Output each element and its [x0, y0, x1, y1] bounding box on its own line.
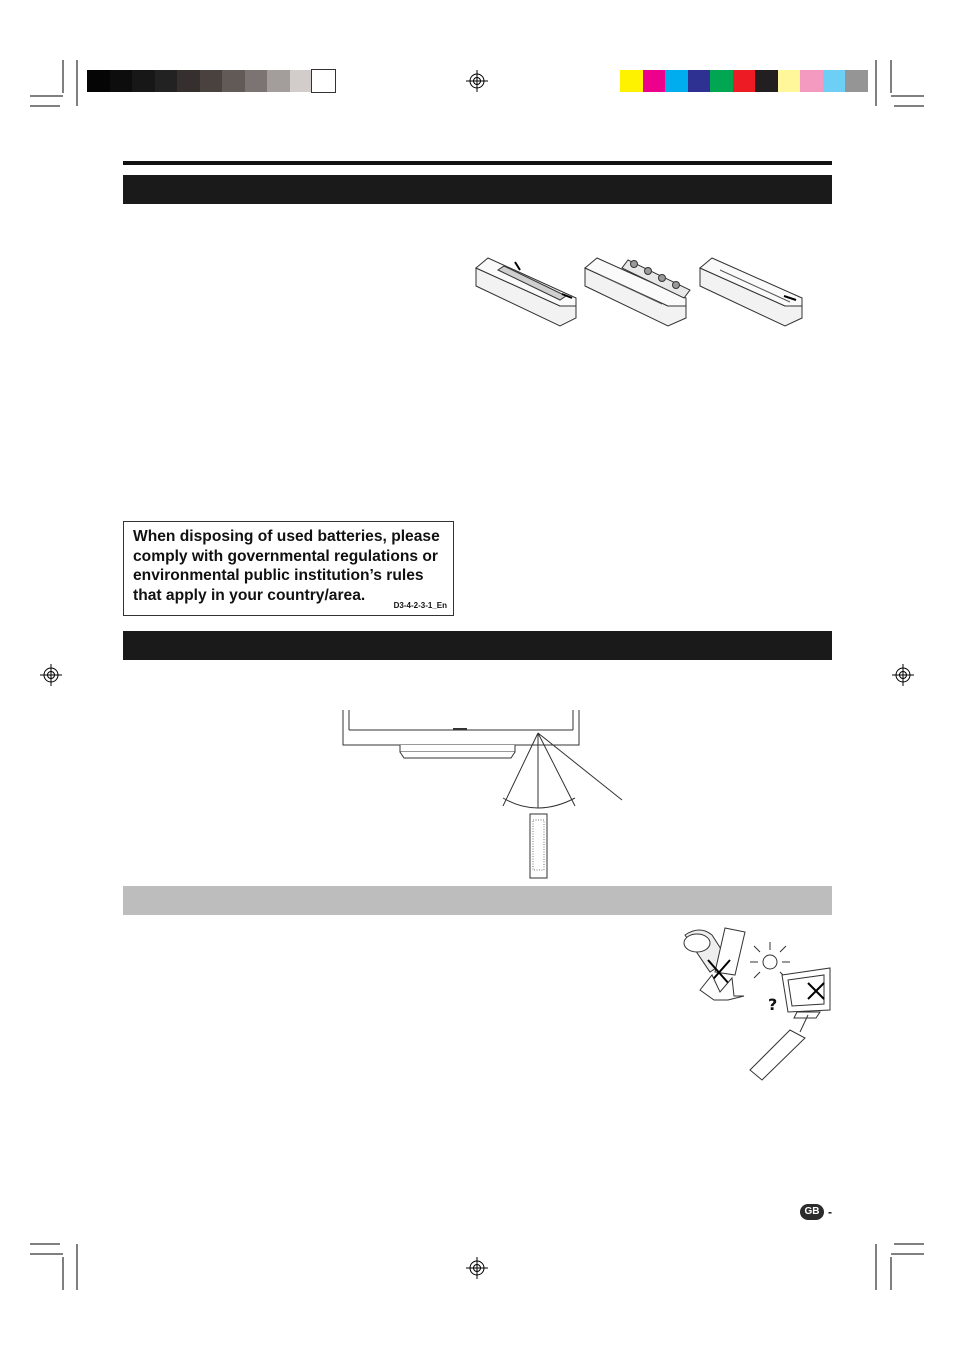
registration-target-bottom	[466, 1257, 488, 1279]
header-rule	[123, 161, 832, 165]
remote-step-open-cover	[476, 258, 576, 326]
registration-target-top	[466, 70, 488, 92]
section-header-bar-1	[123, 175, 832, 204]
registration-target-left	[40, 664, 62, 686]
svg-text:?: ?	[768, 995, 778, 1014]
battery-install-illustration	[476, 258, 802, 326]
crop-marks	[30, 60, 924, 1290]
section-header-bar-2	[123, 631, 832, 660]
notice-code: D3-4-2-3-1_En	[393, 601, 447, 610]
tv-operating-range-diagram	[343, 710, 622, 878]
registration-target-right	[892, 664, 914, 686]
remote-step-insert-batteries	[585, 258, 690, 326]
remote-caution-illustration	[684, 928, 830, 1080]
notice-text: When disposing of used batteries, please comply with governmental regulations or environmental public institution’s rules that apply in your country/area.	[133, 528, 440, 604]
subsection-header-bar	[123, 886, 832, 915]
page-number-suffix: -	[828, 1205, 832, 1219]
language-badge: GB	[800, 1204, 824, 1220]
remote-step-close-cover	[700, 258, 802, 326]
battery-disposal-notice	[123, 521, 454, 616]
